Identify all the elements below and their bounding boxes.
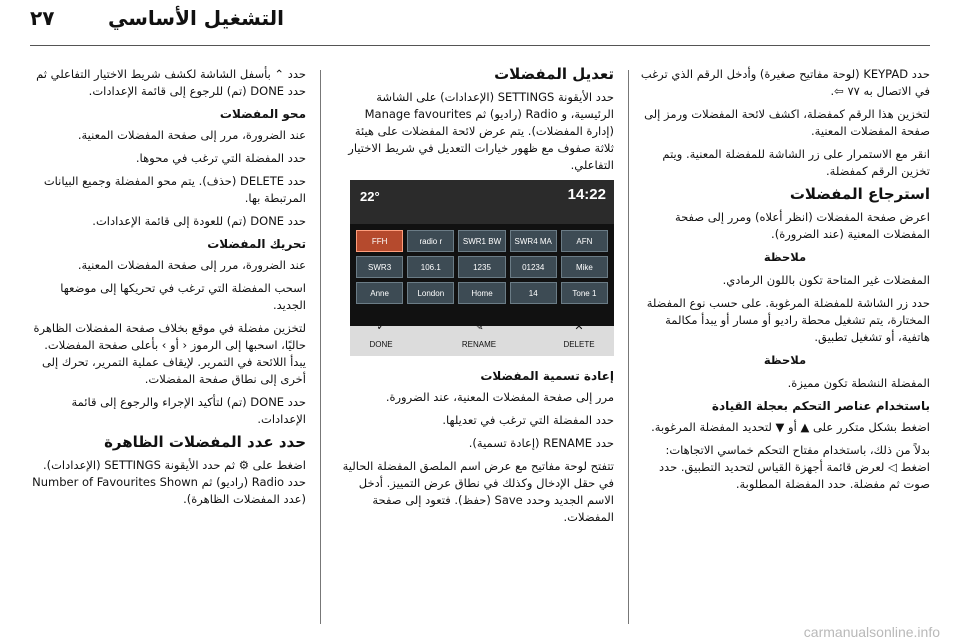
watermark: carmanualsonline.info <box>803 624 940 640</box>
favourite-button[interactable]: Tone 1 <box>561 282 608 304</box>
favourite-button[interactable]: SWR1 BW <box>458 230 505 252</box>
note-body: المفضلات غير المتاحة تكون باللون الرمادي. <box>722 273 930 287</box>
delete-icon: ✕ <box>574 321 584 333</box>
right-column <box>640 66 930 499</box>
paragraph: حدد DELETE (حذف). يتم محو المفضلة وجميع البيانات المرتبطة بها. <box>43 174 306 205</box>
paragraph: حدد زر الشاشة للمفضلة المرغوبة. على حسب نوع المفضلة المختارة، يتم تشغيل محطة راديو أو مسار أو يبدأ مكالمة هاتفية، أو تشغيل تطبيق. <box>646 296 930 344</box>
subsection-heading: باستخدام عناصر التحكم بعجلة القيادة <box>711 399 930 413</box>
favourites-grid <box>356 230 608 308</box>
favourite-button[interactable]: FFH <box>356 230 403 252</box>
paragraph: حدد المفضلة التي ترغب في تعديلها. <box>442 413 614 427</box>
header-rule <box>30 45 930 46</box>
column-divider-right <box>628 70 629 624</box>
favourite-button[interactable]: 1235 <box>458 256 505 278</box>
favourite-button[interactable]: SWR4 MA <box>510 230 557 252</box>
section-heading: استرجاع المفضلات <box>789 185 930 203</box>
paragraph: مرر إلى صفحة المفضلات المعنية، عند الضرورة. <box>385 390 614 404</box>
favourite-button[interactable]: 14 <box>510 282 557 304</box>
screen-temperature: 22° <box>360 189 380 204</box>
page-header <box>0 0 960 40</box>
favourite-button[interactable]: 106.1 <box>407 256 454 278</box>
subsection-heading: إعادة تسمية المفضلات <box>480 369 614 383</box>
favourite-button[interactable]: London <box>407 282 454 304</box>
subsection-heading: محو المفضلات <box>219 107 306 121</box>
check-icon: ✓ <box>376 321 386 333</box>
favourite-button[interactable]: Home <box>458 282 505 304</box>
note-title: ملاحظة <box>763 250 807 264</box>
screen-top-bar <box>350 180 614 224</box>
note-body: المفضلة النشطة تكون مميزة. <box>787 376 930 390</box>
paragraph: اضغط بشكل متكرر على ▲ أو ▼ لتحديد المفضلة المرغوبة. <box>651 420 930 434</box>
column-divider-left <box>320 70 321 624</box>
paragraph: اسحب المفضلة التي ترغب في تحريكها إلى موضعها الجديد. <box>60 281 306 312</box>
delete-label: DELETE <box>563 340 595 349</box>
left-column <box>30 66 306 514</box>
screen-clock: 14:22 <box>567 186 606 203</box>
subsection-heading: تحريك المفضلات <box>207 237 306 251</box>
paragraph: عند الضرورة، مرر إلى صفحة المفضلات المعنية. <box>77 258 306 272</box>
paragraph: لتخزين هذا الرقم كمفضلة، اكشف لائحة المفضلات ورمز إلى صفحة المفضلات المعنية. <box>644 107 930 138</box>
paragraph: حدد DONE (تم) لتأكيد الإجراء والرجوع إلى قائمة الإعدادات. <box>71 395 306 426</box>
favourite-button[interactable]: SWR3 <box>356 256 403 278</box>
rename-icon: ✎ <box>474 321 484 333</box>
favourites-row <box>356 282 608 304</box>
paragraph: حدد الأيقونة SETTINGS (الإعدادات) على الشاشة الرئيسية، و Radio (راديو) ثم Manage favourites (إدارة المفضلات). يتم عرض لائحة المفضلات على هيئة ثلاثة صفوف مع ظهور خيارات التعديل في شريط الاختيار التفاعلي. <box>348 90 614 172</box>
favourite-button[interactable]: radio r <box>407 230 454 252</box>
screen-action-bar <box>350 321 614 356</box>
favourite-button[interactable]: Anne <box>356 282 403 304</box>
section-heading: تعديل المفضلات <box>494 65 614 83</box>
paragraph: حدد المفضلة التي ترغب في محوها. <box>135 151 306 165</box>
note-title: ملاحظة <box>763 353 807 367</box>
paragraph: حدد ⌃ بأسفل الشاشة لكشف شريط الاختيار التفاعلي ثم حدد DONE (تم) للرجوع إلى قائمة الإعدادات. <box>36 67 306 98</box>
paragraph: بدلاً من ذلك، باستخدام مفتاح التحكم خماسي الاتجاهات: اضغط ◁ لعرض قائمة أجهزة القياس لتحديد التطبيق. حدد صوت ثم مفضلة. حدد المفضلة المطلوبة. <box>658 443 930 491</box>
paragraph: لتخزين مفضلة في موقع بخلاف صفحة المفضلات الظاهرة حاليًا، اسحبها إلى الرموز ‹ أو › بأعلى صفحة المفضلات. يبدأ اللائحة في التمرير. لإيقاف عملية التمرير، تحرك إلى أخرى إلى نطاق صفحة المفضلات. <box>33 321 306 386</box>
paragraph: حدد KEYPAD (لوحة مفاتيح صغيرة) وأدخل الرقم الذي ترغب في الاتصال به ٧٧ ⇦. <box>640 67 930 98</box>
done-action[interactable] <box>356 319 406 353</box>
middle-column <box>334 66 614 532</box>
paragraph: اعرض صفحة المفضلات (انظر أعلاه) ومرر إلى صفحة المفضلات المعنية (عند الضرورة). <box>674 210 930 241</box>
favourite-button[interactable]: Mike <box>561 256 608 278</box>
paragraph: تتفتح لوحة مفاتيح مع عرض اسم الملصق المفضلة الحالية في حقل الإدخال وكذلك في نطاق عرض التمييز. أدخل الاسم الجديد وحدد Save (حفظ). فتعود إلى صفحة المفضلات. <box>342 459 614 524</box>
paragraph: حدد RENAME (إعادة تسمية). <box>468 436 614 450</box>
paragraph: عند الضرورة، مرر إلى صفحة المفضلات المعنية. <box>77 128 306 142</box>
favourites-row <box>356 230 608 252</box>
page-number: ٢٧ <box>30 6 55 30</box>
paragraph: حدد DONE (تم) للعودة إلى قائمة الإعدادات. <box>92 214 306 228</box>
done-label: DONE <box>369 340 393 349</box>
delete-action[interactable] <box>554 319 604 353</box>
favourite-button[interactable]: 01234 <box>510 256 557 278</box>
paragraph: اضغط على ⚙ ثم حدد الأيقونة SETTINGS (الإعدادات). حدد Radio (راديو) ثم Number of Favourites Shown (عدد المفضلات الظاهرة). <box>32 458 306 506</box>
page-title: التشغيل الأساسي <box>108 6 284 30</box>
favourites-row <box>356 256 608 278</box>
paragraph: انقر مع الاستمرار على زر الشاشة للمفضلة المعنية. ويتم تخزين الرقم كمفضلة. <box>662 147 930 178</box>
favourite-button[interactable]: AFN <box>561 230 608 252</box>
rename-label: RENAME <box>461 340 497 349</box>
rename-action[interactable] <box>454 319 504 353</box>
favourites-screen-image <box>350 180 614 356</box>
section-heading: حدد عدد المفضلات الظاهرة <box>104 433 306 451</box>
